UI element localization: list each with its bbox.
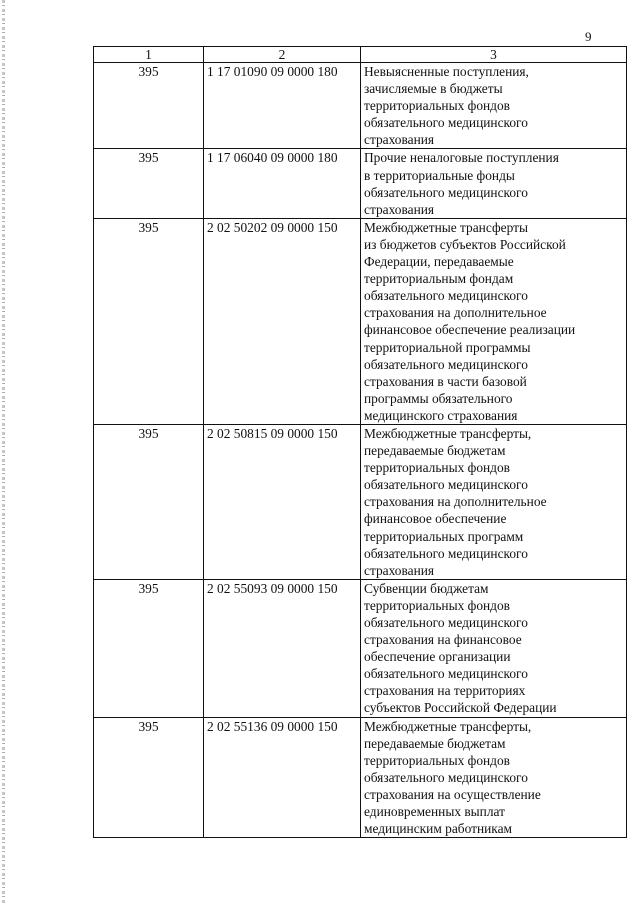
revenue-name-line: передаваемые бюджетам	[364, 443, 506, 459]
table-row	[94, 424, 627, 579]
revenue-name-line: Невыясненные поступления,	[364, 64, 529, 79]
revenue-name-line: страхования в части базовой	[364, 373, 527, 389]
table-row	[94, 63, 627, 149]
revenue-name-line: обязательного медицинского	[364, 115, 528, 131]
budget-codes-table	[93, 46, 627, 838]
revenue-name-line: единовременных выплат	[364, 804, 505, 820]
budget-classification-code-cell: 2 02 55093 09 0000 150	[204, 579, 361, 717]
revenue-name-line: Межбюджетные трансферты,	[364, 718, 532, 734]
revenue-name-line: страхования на финансовое	[364, 632, 522, 648]
revenue-name-line: медицинского страхования	[364, 407, 518, 423]
table-body	[94, 63, 627, 838]
revenue-name-line: страхования на дополнительное	[364, 305, 547, 321]
revenue-name-line: страхования на дополнительное	[364, 494, 547, 510]
revenue-name-line: территориальной программы	[364, 339, 531, 355]
revenue-name-line: обязательного медицинского	[364, 184, 528, 200]
revenue-name-line: в территориальные фонды	[364, 167, 515, 183]
table-row	[94, 717, 627, 838]
revenue-name-line: финансовое обеспечение реализации	[364, 322, 576, 338]
revenue-name-line: страхования на территориях	[364, 683, 526, 699]
revenue-name-line: страхования	[364, 562, 435, 578]
admin-code-cell: 395	[94, 63, 204, 149]
budget-classification-code-cell: 2 02 50815 09 0000 150	[204, 424, 361, 579]
revenue-name-line: Прочие неналоговые поступления	[364, 150, 559, 166]
revenue-name-line: территориальных фондов	[364, 752, 511, 768]
revenue-name-line: страхования на осуществление	[364, 786, 541, 802]
revenue-name-line: Межбюджетные трансферты,	[364, 425, 532, 441]
budget-classification-code-cell: 2 02 50202 09 0000 150	[204, 218, 361, 424]
table-row	[94, 149, 627, 218]
revenue-name-line: обязательного медицинского	[364, 545, 528, 561]
revenue-name-line: субъектов Российской Федерации	[364, 700, 557, 716]
revenue-name-line: территориальным фондам	[364, 271, 514, 287]
scan-edge-artifact	[2, 0, 5, 905]
revenue-name-cell	[361, 218, 627, 424]
admin-code-cell: 395	[94, 579, 204, 717]
revenue-name-line: финансовое обеспечение	[364, 511, 507, 527]
revenue-name-line: обязательного медицинского	[364, 666, 528, 682]
revenue-name-line: страхования	[364, 132, 435, 148]
admin-code-cell: 395	[94, 424, 204, 579]
admin-code-cell: 395	[94, 149, 204, 218]
revenue-name-line: зачисляемые в бюджеты	[364, 81, 503, 97]
revenue-name-line: программы обязательного	[364, 390, 513, 406]
revenue-name-line: обязательного медицинского	[364, 477, 528, 493]
page-number: 9	[585, 29, 592, 44]
revenue-name-line: медицинским работникам	[364, 821, 513, 837]
table-header	[94, 47, 627, 63]
revenue-name-line: обязательного медицинского	[364, 356, 528, 372]
revenue-name-line: передаваемые бюджетам	[364, 735, 506, 751]
revenue-name-line: обязательного медицинского	[364, 615, 528, 630]
table-row	[94, 218, 627, 424]
header-column-2: 2	[204, 47, 361, 63]
header-column-3: 3	[361, 47, 627, 63]
revenue-name-line: территориальных фондов	[364, 98, 511, 114]
revenue-name-line: территориальных программ	[364, 528, 524, 544]
table-row	[94, 579, 627, 717]
revenue-name-line: обязательного медицинского	[364, 288, 528, 304]
revenue-name-line: Субвенции бюджетам	[364, 580, 489, 596]
admin-code-cell: 395	[94, 717, 204, 838]
admin-code-cell: 395	[94, 218, 204, 424]
revenue-name-line: Межбюджетные трансферты	[364, 219, 528, 235]
revenue-name-line: страхования	[364, 201, 435, 217]
revenue-name-line: обеспечение организации	[364, 649, 511, 665]
revenue-name-cell	[361, 149, 627, 218]
budget-classification-code-cell: 1 17 06040 09 0000 180	[204, 149, 361, 218]
revenue-name-cell	[361, 717, 627, 838]
revenue-name-cell	[361, 424, 627, 579]
revenue-name-line: территориальных фондов	[364, 460, 511, 476]
revenue-name-line: обязательного медицинского	[364, 769, 528, 785]
header-column-1: 1	[94, 47, 204, 63]
revenue-name-line: Федерации, передаваемые	[364, 254, 514, 270]
budget-classification-code-cell: 1 17 01090 09 0000 180	[204, 63, 361, 149]
revenue-name-cell	[361, 63, 627, 149]
revenue-name-line: из бюджетов субъектов Российской	[364, 236, 566, 252]
budget-classification-code-cell: 2 02 55136 09 0000 150	[204, 717, 361, 838]
header-row	[94, 47, 627, 63]
revenue-name-line: территориальных фондов	[364, 597, 511, 613]
revenue-name-cell	[361, 579, 627, 717]
